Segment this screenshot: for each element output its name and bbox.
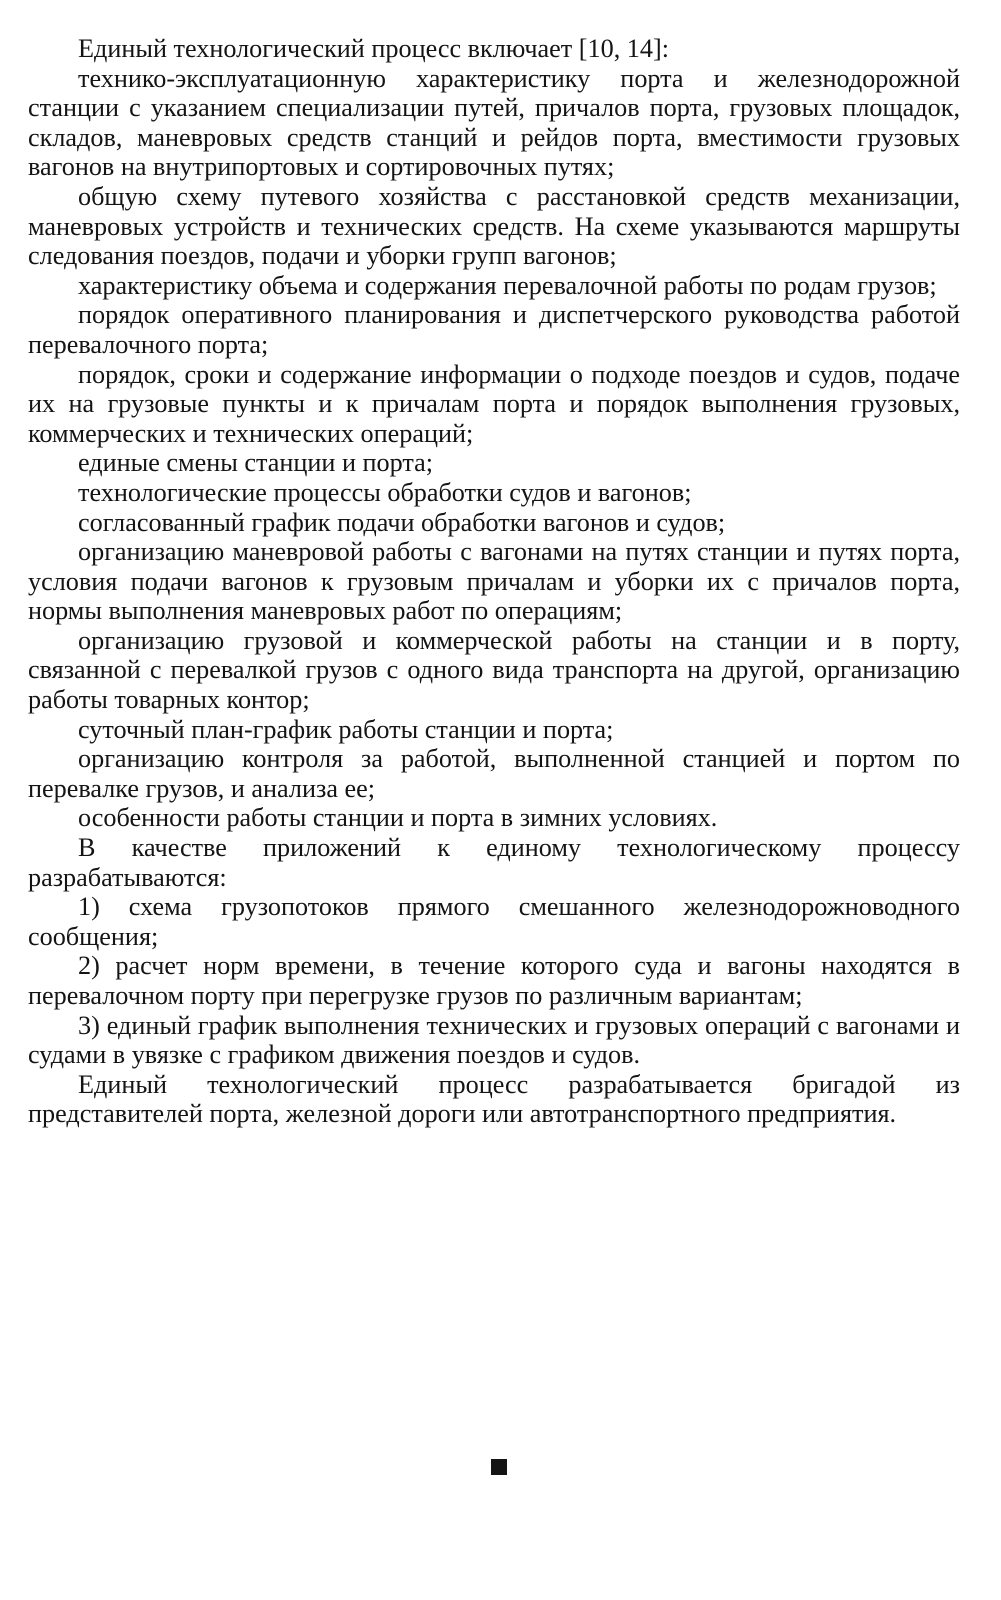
list-item: порядок оперативного планирования и диспетчерского руководства работой перевалочного порта; xyxy=(28,300,960,359)
numbered-item: 1) схема грузопотоков прямого смешанного железнодорожноводного сообщения; xyxy=(28,892,960,951)
paragraph-appendices: В качестве приложений к единому технологическому процессу разрабатываются: xyxy=(28,833,960,892)
list-item: согласованный график подачи обработки вагонов и судов; xyxy=(78,507,726,537)
numbered-item: 3) единый график выполнения технических и грузовых операций с вагонами и судами в увязке с графиком движения поездов и судов. xyxy=(28,1010,960,1070)
list-item: организацию маневровой работы с вагонами на путях станции и путях порта, условия подачи вагонов к грузовым причалам и уборки их с причалов порта, нормы выполнения маневровых работ по операциям; xyxy=(28,537,960,626)
list-item: особенности работы станции и порта в зимних условиях. xyxy=(78,803,718,833)
list-item: организацию контроля за работой, выполненной станцией и портом по перевалке грузов, и анализа ее; xyxy=(28,744,960,803)
paragraph-intro: Единый технологический процесс включает [10, 14]: xyxy=(78,34,669,63)
list-item: порядок, сроки и содержание информации о подходе поездов и судов, подаче их на грузовые пункты и к причалам порта и порядок выполнения грузовых, коммерческих и технических операций; xyxy=(28,359,960,448)
list-item: технико-эксплуатационную характеристику порта и железнодорожной станции с указанием специализации путей, причалов порта, грузовых площадок, складов, маневровых средств станций и рейдов порта, вместимости грузовых вагонов на внутрипортовых и сортировочных путях; xyxy=(28,63,960,182)
list-item: технологические процессы обработки судов и вагонов; xyxy=(78,477,692,507)
list-item: суточный план-график работы станции и порта; xyxy=(78,714,614,744)
list-item: общую схему путевого хозяйства с расстановкой средств механизации, маневровых устройств и технических средств. На схеме указываются маршруты следования поездов, подачи и уборки групп вагонов; xyxy=(28,181,960,271)
list-item: характеристику объема и содержания перевалочной работы по родам грузов; xyxy=(78,270,937,300)
document-body xyxy=(28,34,960,1129)
paragraph-closing: Единый технологический процесс разрабатывается бригадой из представителей порта, железной дороги или автотранспортного предприятия. xyxy=(28,1069,960,1129)
list-item: единые смены станции и порта; xyxy=(78,448,434,478)
list-item: организацию грузовой и коммерческой работы на станции и в порту, связанной с перевалкой грузов с одного вида транспорта на другой, организацию работы товарных контор; xyxy=(28,625,960,715)
numbered-item: 2) расчет норм времени, в течение которого суда и вагоны находятся в перевалочном порту при перегрузке грузов по различным вариантам; xyxy=(28,951,960,1010)
end-marker-icon xyxy=(491,1459,507,1475)
